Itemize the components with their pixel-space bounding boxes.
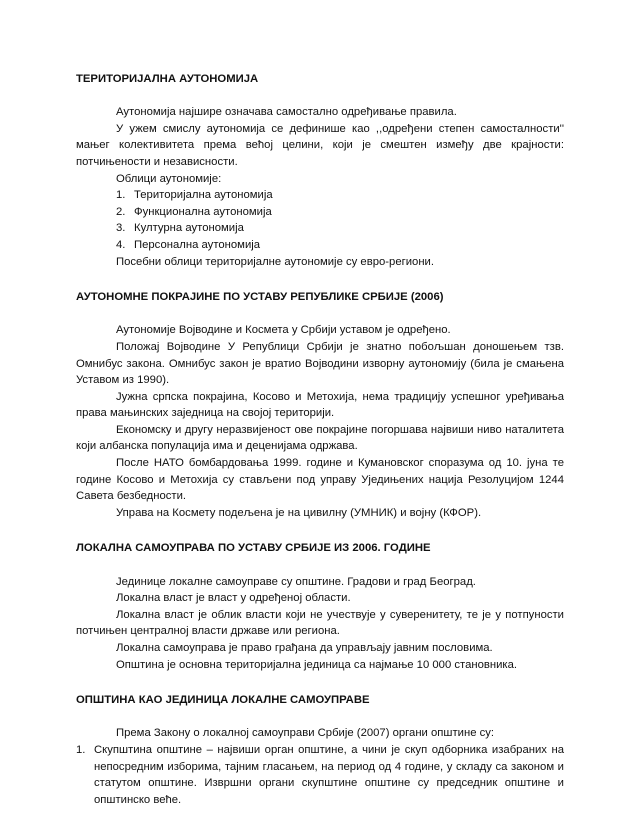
paragraph: Општина је основна територијална јединица са најмање 10 000 становника. [116, 658, 518, 671]
paragraph: Управа на Космету подељена је на цивилну (УМНИК) и војну (КФОР). [116, 506, 482, 519]
list-text: Територијална аутономија [134, 189, 273, 202]
list-item [76, 204, 564, 221]
paragraph: Аутономије Војводине и Космета у Србији уставом је одређено. [116, 324, 451, 337]
autonomy-forms-list [76, 187, 564, 253]
list-number: 3. [116, 222, 126, 235]
document-body [76, 71, 564, 808]
heading-autonomous-provinces: АУТОНОМНЕ ПОКРАЈИНЕ ПО УСТАВУ РЕПУБЛИКЕ СРБИЈЕ (2006) [76, 291, 444, 304]
heading-municipality: ОПШТИНА КАО ЈЕДИНИЦА ЛОКАЛНЕ САМОУПРАВЕ [76, 694, 370, 707]
list-number: 4. [116, 238, 126, 251]
list-number: 1. [76, 743, 86, 756]
list-item [76, 220, 564, 237]
heading-territorial-autonomy: ТЕРИТОРИЈАЛНА АУТОНОМИЈА [76, 73, 259, 85]
paragraph: Облици аутономије: [116, 172, 222, 185]
paragraph: Локална власт је облик власти који не учествује у суверенитету, те је у потпуности потчињен централној власти државе или региона. [76, 608, 564, 638]
list-text: Функционална аутономија [134, 205, 272, 218]
heading-local-self-government: ЛОКАЛНА САМОУПРАВА ПО УСТАВУ СРБИЈЕ ИЗ 2006. ГОДИНЕ [76, 542, 431, 555]
list-item [76, 742, 564, 808]
paragraph: Према Закону о локалној самоуправи Србије (2007) органи општине су: [116, 727, 495, 740]
paragraph: После НАТО бомбардовања 1999. године и Кумановског споразума од 10. јуна те године Косово и Метохија су стављени под управу Уједињених нација Резолуцијом 1244 Савета безбедности. [76, 457, 564, 503]
list-item [76, 237, 564, 254]
paragraph: Економску и другу неразвијеност ове покрајине погоршава највиши ниво наталитета који албанска популација има и деценијама одржава. [76, 423, 564, 453]
paragraph: Јужна српска покрајина, Косово и Метохија, нема традицију успешног уређивања права мањинских заједница на својој територији. [76, 390, 564, 420]
paragraph: Аутономија најшире означава самостално одређивање правила. [116, 106, 457, 119]
paragraph: Положај Војводине У Републици Србији је знатно побољшан доношењем тзв. Омнибус закона. Омнибус закон је вратио Војводини изворну аутономију (била је смањена Уставом из 1990). [76, 340, 564, 387]
municipality-organs-list [76, 742, 564, 808]
paragraph: Посебни облици територијалне аутономије су евро-региони. [116, 255, 435, 268]
paragraph: Локална самоуправа је право грађана да управљају јавним пословима. [116, 642, 493, 654]
list-number: 1. [116, 189, 126, 202]
list-item [76, 187, 564, 204]
list-number: 2. [116, 205, 126, 218]
list-text: Персонална аутономија [134, 238, 261, 251]
list-text: Скупштина општине – највиши орган општине, а чини је скуп одборника изабраних на непосредним изборима, тајним гласањем, на период од 4 године, у складу са законом и статутом општине. Извршни органи скупштине општине су председник општине и општинско веће. [94, 743, 564, 806]
paragraph: У ужем смислу аутономија се дефинише као ,,одређени степен самосталности'' мањег колективитета према већој целини, који је смештен између две крајности: потчињености и независности. [76, 122, 564, 168]
list-text: Културна аутономија [134, 222, 244, 235]
paragraph: Јединице локалне самоуправе су општине. Градови и град Београд. [116, 575, 476, 588]
paragraph: Локална власт је власт у одређеној области. [116, 592, 351, 605]
